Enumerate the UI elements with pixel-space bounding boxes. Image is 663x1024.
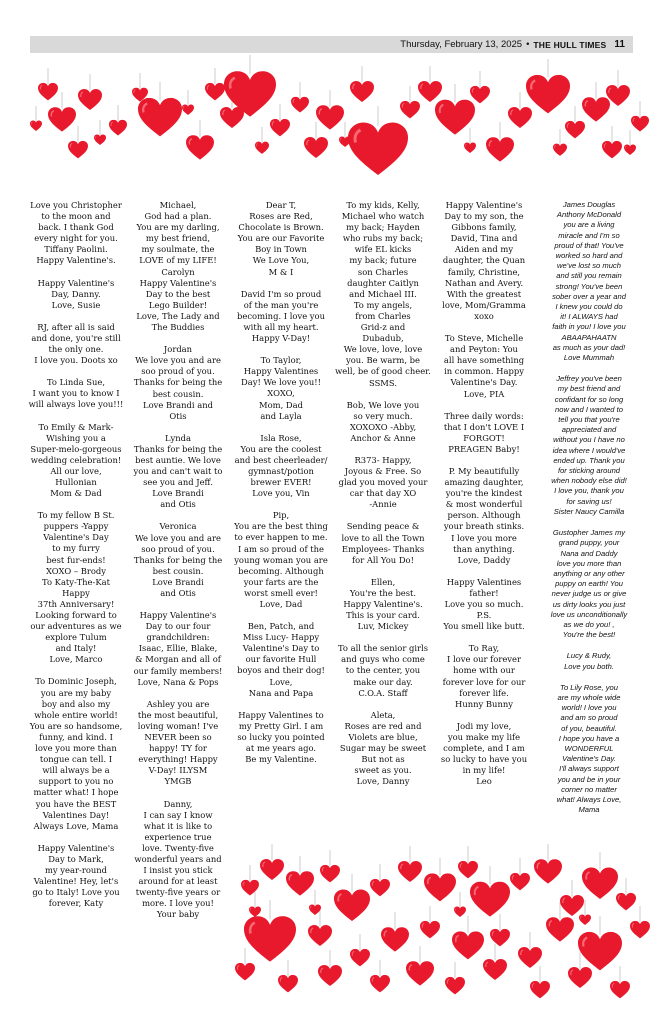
valentine-message: Bob, We love you so very much. XOXOXO -Abby, Anchor & Anne (346, 399, 420, 443)
valentine-message: David I'm so proud of the man you're becoming. I love you with all my heart. Happy V-Day! (237, 288, 325, 344)
valentine-message: To all the senior girls and guys who come to the center, you make our day. C.O.A. Staff (337, 643, 429, 698)
heart-icon (452, 931, 484, 959)
heart-icon (616, 893, 636, 911)
heart-icon (400, 101, 420, 119)
column-2 (128, 200, 228, 932)
heart-icon (458, 861, 478, 879)
heart-icon (510, 873, 530, 891)
heart-icon (582, 97, 610, 122)
heart-icon (630, 921, 650, 939)
valentine-message: P. My beautifully amazing daughter, you're the kindest & most wonderful person. Although your breath stinks. I love you more than anything. Love, Daddy (443, 465, 525, 565)
valentine-message: To Taylor, Happy Valentines Day! We love you!! XOXO, Mom, Dad and Layla (241, 355, 321, 421)
column-4 (333, 200, 433, 798)
valentine-message: Jeffrey you've been my best friend and confidant for so long now and I wanted to tell you that you're appreciated and without you I have no idea where I would've ended up. Thank you for sticking around when nobody else did! I love you, thank you for saving us! Sister Naucy Camilla (551, 374, 627, 516)
valentine-message: Isla Rose, You are the coolest and best cheerleader/ gymnast/potion brewer EVER! Love you, Vin (234, 432, 328, 499)
heart-icon (241, 880, 259, 896)
valentine-message: Happy Valentine's Day to my son, the Gibbons family, David, Tina and Aiden and my daughter, the Quan family, Christine, Nathan and Avery. With the greatest love, Mom/Gramma xoxo (442, 200, 526, 321)
heart-icon (138, 98, 182, 137)
heart-icon (534, 859, 562, 884)
valentine-message: To Lily Rose, you are my whole wide world! I love you and am so proud of you, beautiful. I hope you have a WONDERFUL Valentine's Day. I'll always support you and be in your corner no matter what! Always Love, Mama (556, 682, 622, 815)
valentine-message: James Douglas Anthony McDonald you are a living miracle and I'm so proud of that! You've worked so hard and we've lost so much and still you remain strong! You've been sober over a year and I knew you could do it! I ALWAYS had faith in you! I love you ABAAPAHAATN as much as your dad! Love Mummah (552, 200, 626, 363)
heart-icon (445, 977, 465, 995)
heart-icon (255, 142, 269, 154)
heart-icon (381, 927, 409, 952)
heart-icon (186, 135, 214, 160)
heart-icon (418, 81, 442, 102)
heart-icon (291, 97, 309, 113)
heart-icon (518, 947, 542, 968)
heart-icon (318, 965, 342, 986)
heart-icon (270, 119, 290, 137)
valentine-message: Aleta, Roses are red and Violets are blue, Sugar may be sweet But not as sweet as you. Love, Danny (339, 709, 427, 787)
heart-icon (348, 123, 408, 176)
column-1 (26, 200, 126, 920)
heart-icon (435, 100, 475, 135)
heart-icon (530, 981, 550, 999)
heart-icon (631, 116, 649, 132)
heart-icon (624, 145, 636, 156)
issue-date: Thursday, February 13, 2025 (400, 39, 523, 50)
heart-icon (486, 137, 514, 162)
heart-icon (249, 907, 261, 918)
valentine-message: Ben, Patch, and Miss Lucy- Happy Valentine's Day to our favorite Hull boyos and their dog! Love, Nana and Papa (237, 621, 325, 698)
heart-icon (350, 949, 370, 967)
heart-icon (610, 981, 630, 999)
heart-icon (454, 907, 466, 918)
heart-icon (309, 905, 321, 916)
heart-icon (224, 71, 276, 117)
valentine-message: Sending peace & love to all the Town Employees- Thanks for All You Do! (341, 521, 425, 565)
heart-icon (235, 963, 255, 981)
heart-icon (526, 75, 570, 114)
heart-icon (370, 975, 390, 993)
heart-icon (464, 143, 476, 154)
heart-icon (220, 107, 244, 128)
heart-icon (490, 929, 510, 947)
valentine-message: Gustopher James my grand puppy, your Nana and Daddy love you more than anything or any other puppy on earth! You never judge us or give us dirty looks you just love us unconditionally as we do you! , You're the best! (550, 528, 628, 640)
heart-icon (38, 83, 58, 101)
heart-icon (334, 890, 370, 922)
valentine-message: Dear T, Roses are Red, Chocolate is Brown. You are our Favorite Boy in Town We Love You, M & I (237, 200, 325, 277)
heart-icon (420, 921, 440, 939)
heart-icon (606, 85, 630, 106)
valentine-message: Lucy & Rudy, Love you both. (564, 651, 614, 671)
page-number: 11 (614, 39, 625, 50)
valentine-message: To my fellow B St. puppers -Yappy Valentine's Day to my furry best fur-ends! XOXO – Brody To Katy-The-Kat Happy 37th Anniversary! Looking forward to our adventures as we explore Tulum and Italy! Love, Marco (30, 510, 122, 665)
heart-icon (68, 141, 88, 159)
valentine-message: RJ, after all is said and done, you're still the only one. I love you. Doots xo (31, 321, 121, 366)
heart-icon (182, 105, 194, 116)
valentine-message: To Emily & Mark- Wishing you a Super-melo-gorgeous wedding celebration! All our love, Hullonian Mom & Dad (30, 421, 122, 499)
page-header (30, 36, 633, 53)
valentine-message: Danny, I can say I know what it is like to experience true love. Twenty-five wonderful years and I insist you stick around for at least twenty-five years or more. I love you! Your baby (134, 798, 222, 920)
heart-icon (244, 916, 296, 962)
heart-icon (560, 895, 584, 916)
valentine-message: Ellen, You're the best. Happy Valentine's. This is your card. Luv, Mickey (343, 576, 423, 632)
column-5 (434, 200, 534, 798)
heart-icon (546, 917, 574, 942)
heart-icon (470, 882, 510, 917)
valentine-message: Pip, You are the best thing to ever happen to me. I am so proud of the young woman you are becoming. Although your farts are the worst smell ever! Love, Dad (234, 510, 328, 609)
valentine-message: Happy Valentines to my Pretty Girl. I am so lucky you pointed at me years ago. Be my Valentine. (237, 709, 325, 765)
heart-icon (398, 861, 422, 882)
heart-icon (470, 86, 490, 104)
heart-icon (339, 137, 351, 148)
heart-icon (406, 961, 434, 986)
column-6 (537, 200, 641, 826)
heart-icon (78, 89, 102, 110)
valentine-message: Veronica We love you and are soo proud of you. Thanks for being the best cousin. Love Brandi and Otis (133, 521, 223, 598)
header-bullet: • (526, 39, 530, 50)
valentine-message: R373- Happy, Joyous & Free. So glad you moved your car that day XO -Annie (338, 454, 428, 510)
heart-icon (508, 107, 532, 128)
heart-icon (132, 88, 148, 102)
valentine-message: Happy Valentine's Day to Mark, my year-round Valentine! Hey, let's go to Italy! Love you forever, Katy (32, 842, 120, 909)
heart-icon (48, 107, 76, 132)
heart-icon (582, 868, 618, 900)
heart-icon (370, 879, 390, 897)
heart-icon (424, 873, 456, 901)
heart-icon (565, 121, 585, 139)
heart-icon (320, 865, 340, 883)
heart-icon (260, 859, 284, 880)
heart-icon (602, 141, 622, 159)
valentine-message: Happy Valentine's Day, Danny. Love, Susie (37, 277, 115, 310)
heart-icon (30, 121, 42, 132)
heart-icon (304, 137, 328, 158)
valentine-message: Happy Valentine's Day to our four grandchildren: Isaac, Ellie, Blake, & Morgan and all of our family members! Love, Nana & Pops (133, 610, 223, 687)
heart-icon (286, 871, 314, 896)
valentine-message: To Ray, I love our forever home with our forever love for our forever life. Hunny Bunny (442, 643, 526, 709)
heart-icon (553, 144, 567, 156)
valentine-message: Michael, God had a plan. You are my darling, my best friend, my soulmate, the LOVE of my LIFE! Carolyn Happy Valentine's Day to the best Lego Builder! Love, The Lady and The Buddies (136, 200, 220, 333)
column-3 (231, 200, 331, 776)
valentine-message: Happy Valentines father! Love you so much. P.S. You smell like butt. (443, 576, 525, 632)
valentine-message: To Linda Sue, I want you to know I will always love you!!! (28, 377, 124, 410)
valentine-message: To Dominic Joseph, you are my baby boy and also my whole entire world! You are so handsome, funny, and kind. I love you more than tongue can tell. I will always be a support to you no matter what! I hope you have the BEST Valentines Day! Always Love, Mama (29, 676, 123, 831)
heart-icon (568, 967, 592, 988)
paper-name: THE HULL TIMES (533, 39, 607, 50)
valentine-message: Love you Christopher to the moon and back. I thank God every night for you. Tiffany Paolini. Happy Valentine's. (30, 200, 122, 266)
valentine-message: Ashley you are the most beautiful, loving woman! I've NEVER been so happy! TY for everything! Happy V-Day! ILYSM YMGB (137, 698, 219, 787)
valentine-message: To Steve, Michelle and Peyton: You all have something in common. Happy Valentine's Day. Love, PIA (443, 333, 525, 399)
valentine-message: To my kids, Kelly, Michael who watch my back; Hayden who rubs my back; wife EL kicks my back; future son Charles daughter Caitlyn and Michael III. To my angels, from Charles Grid-z and Dubadub, We love, love, love you. Be warm, be well, be of good cheer. SSMS. (335, 200, 431, 388)
heart-icon (579, 915, 591, 926)
heart-icon (308, 925, 332, 946)
valentine-message: Lynda Thanks for being the best auntie. We love you and can't wait to see you and Jeff. Love Brandi and Otis (133, 432, 223, 510)
heart-icon (278, 975, 298, 993)
valentine-message: Jodi my love, you make my life complete, and I am so lucky to have you in my life! Leo (440, 720, 528, 787)
heart-icon (109, 120, 127, 136)
valentine-message: Three daily words: that I don't LOVE I FORGOT! PREAGEN Baby! (443, 410, 525, 454)
valentine-message: Jordan We love you and are soo proud of you. Thanks for being the best cousin. Love Brandi and Otis (133, 344, 223, 421)
heart-icon (205, 83, 225, 101)
heart-icon (483, 959, 507, 980)
heart-icon (316, 105, 344, 130)
heart-icon (350, 81, 374, 102)
heart-icon (94, 135, 106, 146)
heart-icon (578, 932, 622, 971)
